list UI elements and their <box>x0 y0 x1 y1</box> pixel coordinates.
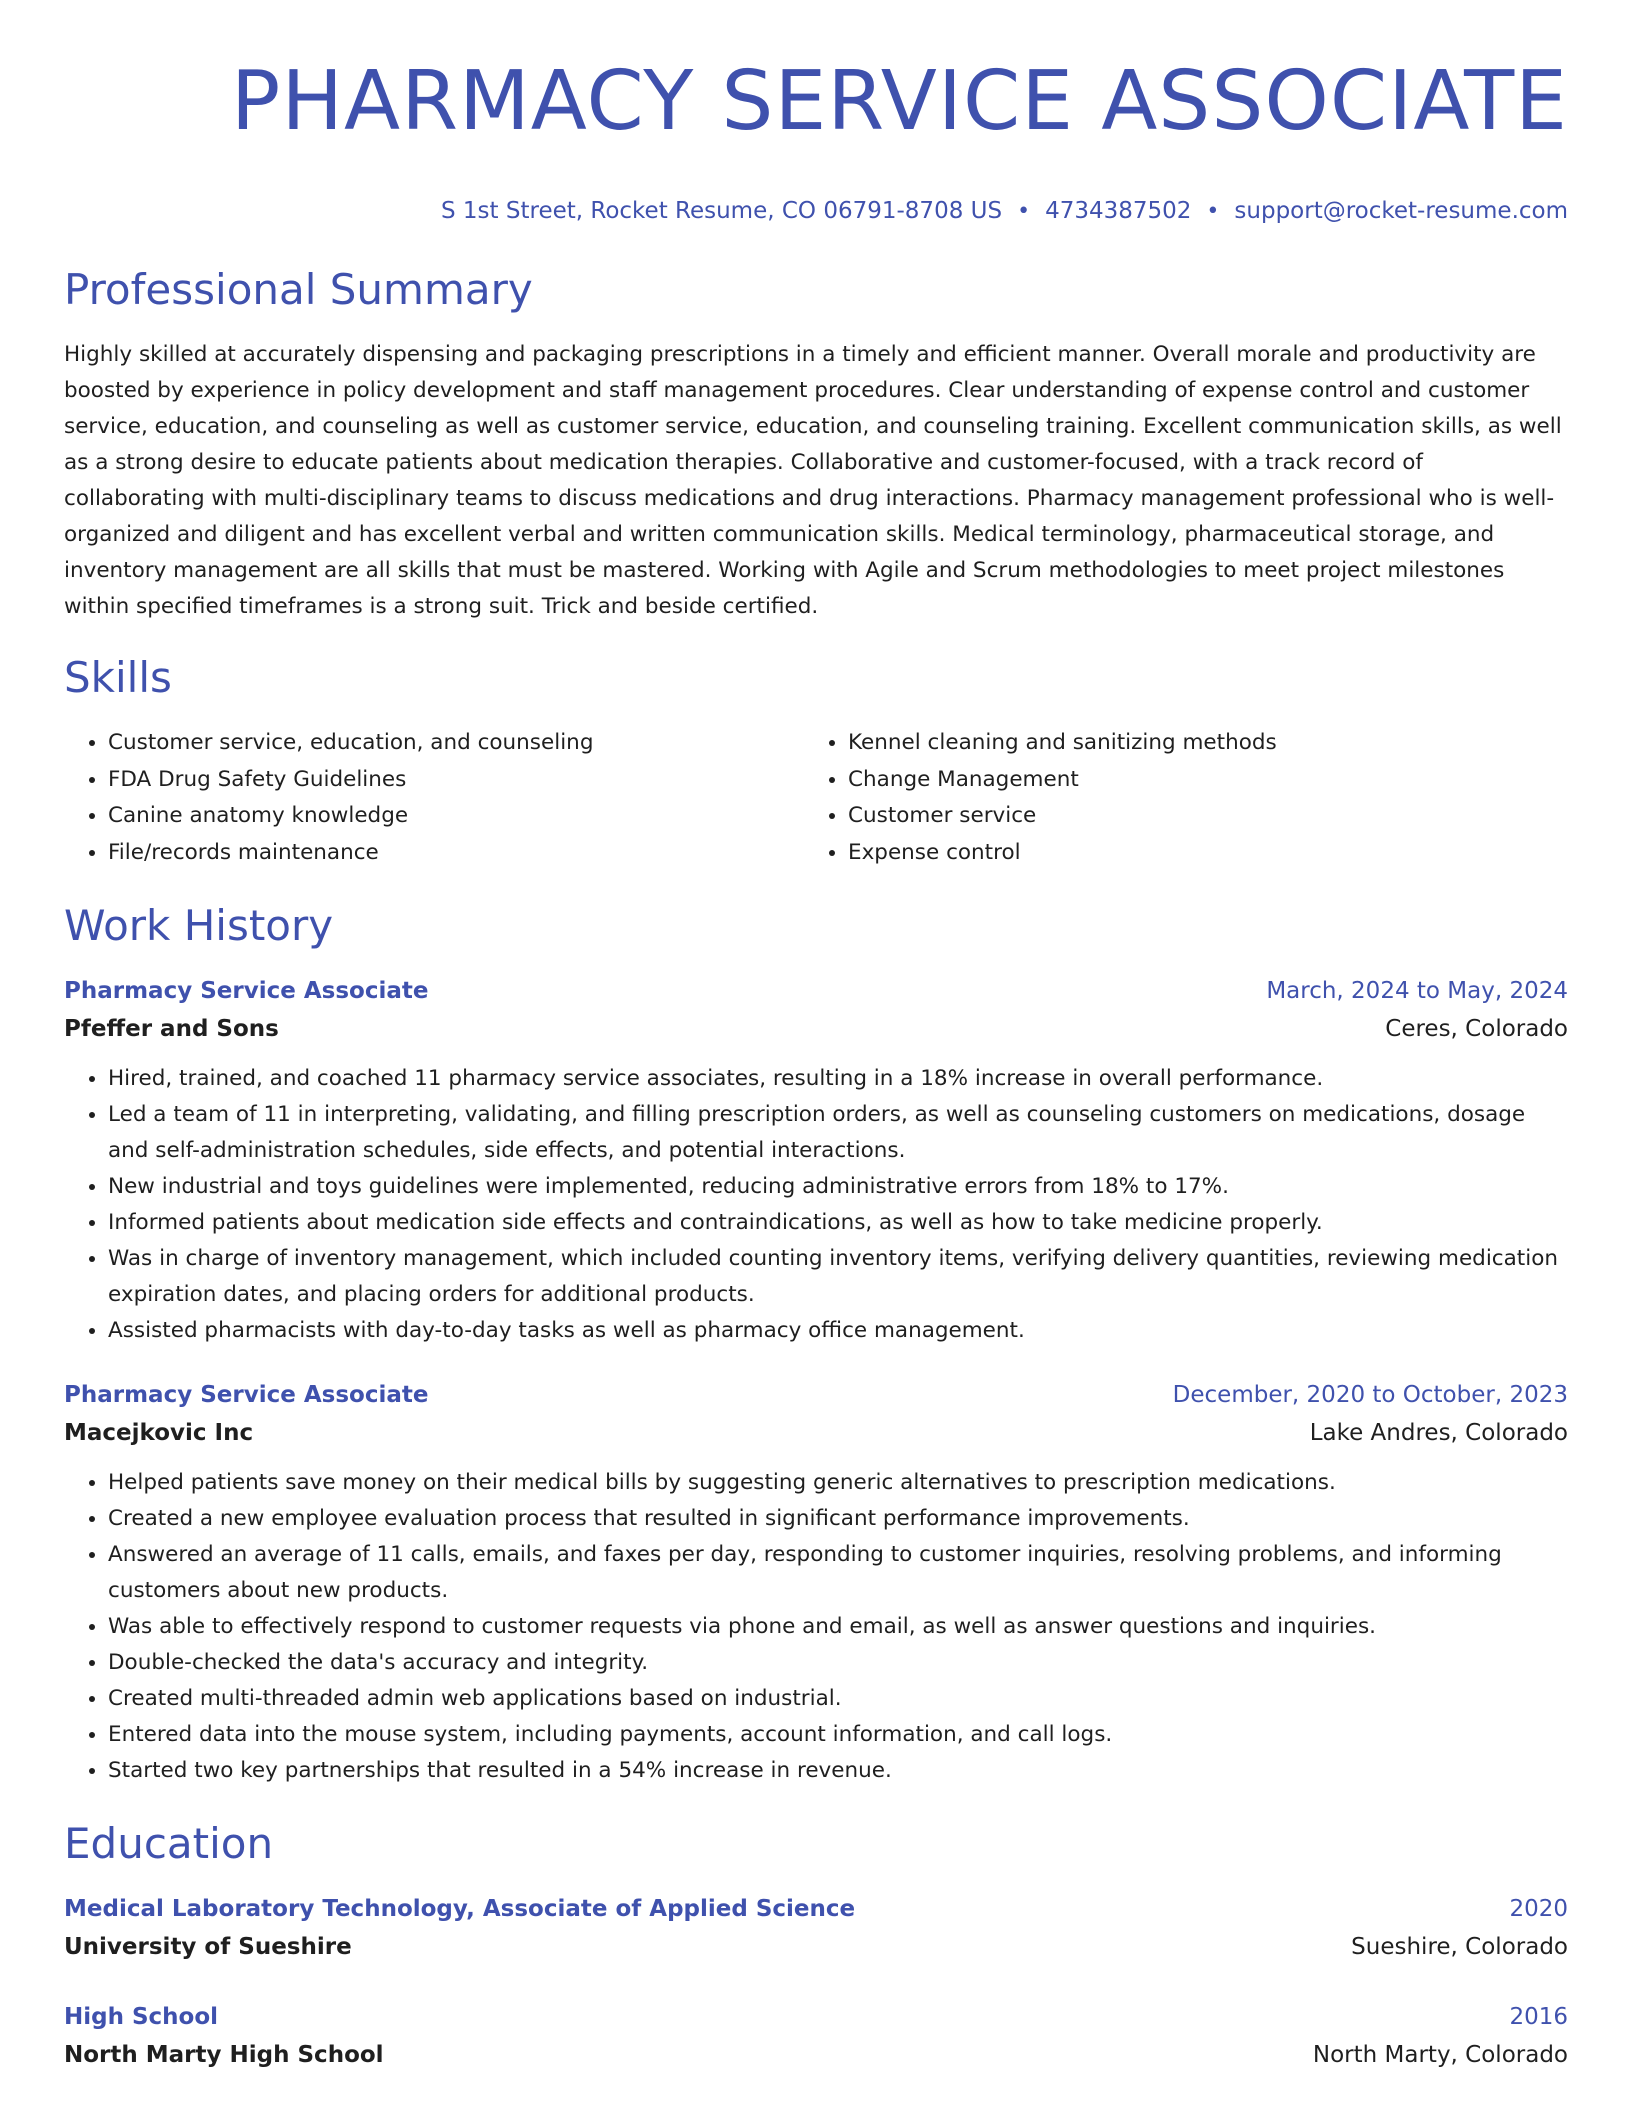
work-history-section <box>64 901 1568 1789</box>
contact-address: S 1st Street, Rocket Resume, CO 06791-8708 US <box>441 198 1003 224</box>
skills-columns <box>64 725 1568 871</box>
education-entry <box>64 1893 1568 1963</box>
skill-item: • File/records maintenance <box>108 835 804 872</box>
skills-section <box>64 653 1568 871</box>
contact-separator: • <box>1206 199 1220 224</box>
job-entry <box>64 1379 1568 1789</box>
job-company: Macejkovic Inc <box>64 1420 254 1446</box>
job-location: Ceres, Colorado <box>1385 1016 1568 1042</box>
job-bullet: • Started two key partnerships that resulted in a 54% increase in revenue. <box>108 1753 1568 1789</box>
candidate-title: PHARMACY SERVICE ASSOCIATE <box>230 54 1568 149</box>
job-bullet: • Created multi-threaded admin web applications based on industrial. <box>108 1681 1568 1717</box>
job-bullet: • Answered an average of 11 calls, emails, and faxes per day, responding to customer inquiries, resolving problems, and informing customers about new products. <box>108 1537 1568 1609</box>
job-bullet: • Created a new employee evaluation process that resulted in significant performance improvements. <box>108 1501 1568 1537</box>
education-section <box>64 1819 1568 2071</box>
job-bullet: • New industrial and toys guidelines were implemented, reducing administrative errors from 18% to 17%. <box>108 1169 1568 1205</box>
skill-item: • FDA Drug Safety Guidelines <box>108 762 804 799</box>
job-bullets <box>64 1061 1568 1349</box>
job-bullet: • Led a team of 11 in interpreting, validating, and filling prescription orders, as well as counseling customers on medications, dosage and self-administration schedules, side effects, and potential interactions. <box>108 1097 1568 1169</box>
job-role: Pharmacy Service Associate <box>64 978 429 1004</box>
job-dates: March, 2024 to May, 2024 <box>1266 978 1568 1004</box>
skills-list-right <box>804 725 1564 871</box>
contact-line <box>64 196 1568 227</box>
education-degree: Medical Laboratory Technology, Associate of Applied Science <box>64 1896 856 1922</box>
job-bullet: • Was able to effectively respond to customer requests via phone and email, as well as answer questions and inquiries. <box>108 1609 1568 1645</box>
education-heading: Education <box>64 1819 274 1868</box>
job-bullet: • Assisted pharmacists with day-to-day tasks as well as pharmacy office management. <box>108 1313 1568 1349</box>
job-header-row <box>64 975 1568 1007</box>
skill-item: • Canine anatomy knowledge <box>108 798 804 835</box>
job-company-row <box>64 1417 1568 1449</box>
summary-heading: Professional Summary <box>64 265 533 314</box>
job-bullet: • Helped patients save money on their medical bills by suggesting generic alternatives to prescription medications. <box>108 1465 1568 1501</box>
education-school: North Marty High School <box>64 2042 384 2068</box>
education-location: Sueshire, Colorado <box>1351 1934 1568 1960</box>
job-bullet: • Hired, trained, and coached 11 pharmacy service associates, resulting in a 18% increase in overall performance. <box>108 1061 1568 1097</box>
job-company-row <box>64 1013 1568 1045</box>
job-dates: December, 2020 to October, 2023 <box>1172 1382 1568 1408</box>
education-header-row <box>64 1893 1568 1925</box>
education-year: 2020 <box>1509 1896 1568 1922</box>
skill-item: • Change Management <box>848 762 1564 799</box>
skill-item: • Customer service, education, and counseling <box>108 725 804 762</box>
skill-item: • Expense control <box>848 835 1564 872</box>
job-header-row <box>64 1379 1568 1411</box>
skill-item: • Kennel cleaning and sanitizing methods <box>848 725 1564 762</box>
job-location: Lake Andres, Colorado <box>1309 1420 1568 1446</box>
work-history-heading: Work History <box>64 901 334 950</box>
education-entry <box>64 2001 1568 2071</box>
skills-list-left <box>64 725 804 871</box>
skill-item: • Customer service <box>848 798 1564 835</box>
skills-heading: Skills <box>64 653 172 702</box>
education-school-row <box>64 2039 1568 2071</box>
summary-text: Highly skilled at accurately dispensing and packaging prescriptions in a timely and efficient manner. Overall morale and productivity are boosted by experience in policy development and staff management procedures. Clear understanding of expense control and customer service, education, and counseling as well as customer service, education, and counseling training. Excellent communication skills, as well as a strong desire to educate patients about medication therapies. Collaborative and customer-focused, with a track record of collaborating with multi-disciplinary teams to discuss medications and drug interactions. Pharmacy management professional who is well-organized and diligent and has excellent verbal and written communication skills. Medical terminology, pharmaceutical storage, and inventory management are all skills that must be mastered. Working with Agile and Scrum methodologies to meet project milestones within specified timeframes is a strong suit. Trick and beside certified. <box>64 342 1562 619</box>
job-bullet: • Entered data into the mouse system, including payments, account information, and call logs. <box>108 1717 1568 1753</box>
education-school-row <box>64 1931 1568 1963</box>
job-bullets <box>64 1465 1568 1789</box>
contact-separator: • <box>1017 199 1031 224</box>
education-location: North Marty, Colorado <box>1312 2042 1568 2068</box>
education-header-row <box>64 2001 1568 2033</box>
job-role: Pharmacy Service Associate <box>64 1382 429 1408</box>
resume-header <box>64 52 1568 227</box>
job-bullet: • Was in charge of inventory management, which included counting inventory items, verifying delivery quantities, reviewing medication expiration dates, and placing orders for additional products. <box>108 1241 1568 1313</box>
contact-email: support@rocket-resume.com <box>1234 198 1568 224</box>
education-year: 2016 <box>1509 2004 1568 2030</box>
education-school: University of Sueshire <box>64 1934 352 1960</box>
job-bullet: • Double-checked the data's accuracy and integrity. <box>108 1645 1568 1681</box>
job-bullet: • Informed patients about medication side effects and contraindications, as well as how to take medicine properly. <box>108 1205 1568 1241</box>
contact-phone: 4734387502 <box>1045 198 1192 224</box>
education-degree: High School <box>64 2004 219 2030</box>
job-company: Pfeffer and Sons <box>64 1016 279 1042</box>
job-entry <box>64 975 1568 1349</box>
summary-section <box>64 265 1568 625</box>
